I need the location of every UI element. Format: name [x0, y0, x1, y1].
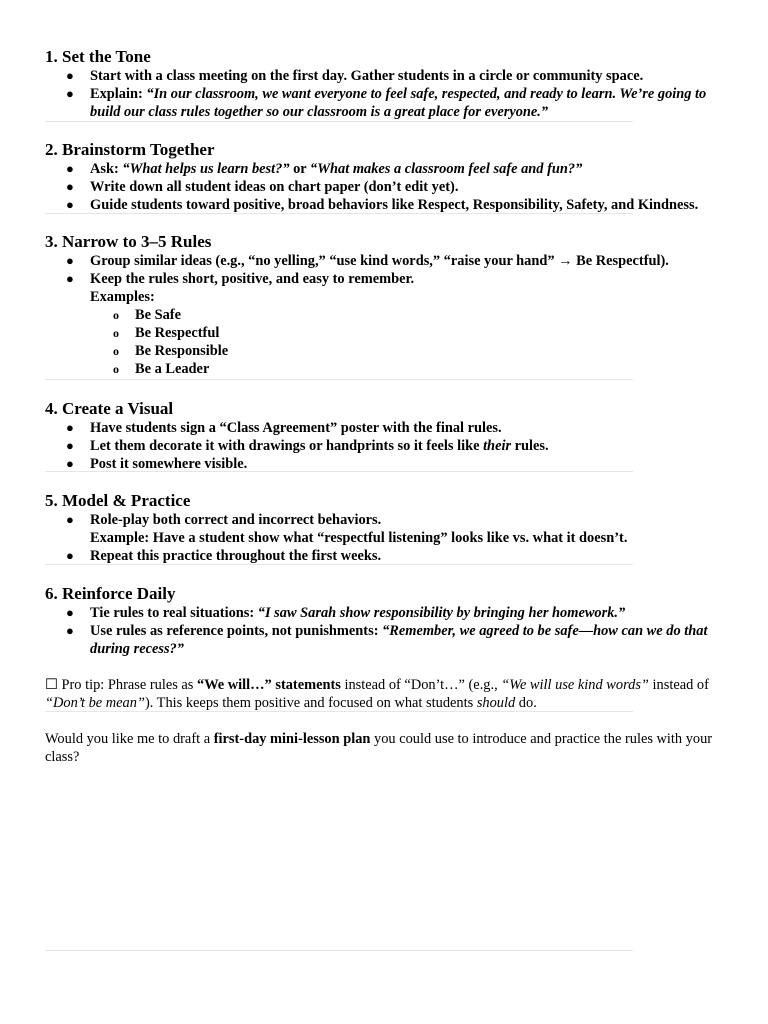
list-item [45, 178, 725, 196]
list-item [45, 160, 725, 178]
text: Repeat this practice throughout the first weeks. [90, 548, 382, 564]
text: or [289, 161, 311, 177]
italic-text: their [483, 438, 512, 454]
example-text: Be Responsible [135, 343, 229, 359]
text: you could use to introduce and practice the rules with your class? [45, 731, 713, 765]
pro-tip [45, 676, 725, 712]
list-item [45, 270, 725, 378]
text: Would you like me to draft a [45, 731, 214, 747]
bold-text: “We will…” statements [197, 677, 341, 693]
text: Post it somewhere visible. [90, 456, 248, 472]
text: on the first day. Gather students in a circle or community space. [247, 68, 644, 84]
bullet-list [45, 419, 725, 473]
pro-tip-text [45, 676, 725, 712]
circle-bullet-icon: o [113, 362, 119, 376]
bullet-list [45, 67, 725, 121]
circle-bullet-icon: o [113, 326, 119, 340]
bold-text: class meeting [166, 68, 248, 84]
italic-text: should [476, 695, 516, 711]
examples-list [90, 306, 725, 378]
list-item [45, 196, 725, 214]
text: Role-play both correct and incorrect behaviors. [90, 512, 382, 528]
text: Pro tip: Phrase rules as [57, 677, 197, 693]
text: instead of “Don’t…” (e.g., [340, 677, 502, 693]
section-set-the-tone [45, 47, 725, 121]
bullet-icon: ● [66, 68, 74, 83]
section-create-visual [45, 399, 725, 473]
text: Have students sign a “Class Agreement” poster with the final rules. [90, 420, 502, 436]
bullet-icon: ● [66, 253, 74, 268]
missing-glyph-icon: ☐ [45, 677, 58, 693]
bullet-list [45, 604, 725, 658]
example-item [90, 324, 725, 342]
bullet-list [45, 160, 725, 214]
bullet-icon: ● [66, 197, 74, 212]
list-item [45, 419, 725, 437]
list-item [45, 511, 725, 547]
bold-text: first-day mini-lesson plan [213, 731, 371, 747]
section-heading: 3. Narrow to 3–5 Rules [45, 232, 212, 251]
text: Write down all student ideas on chart paper (don’t edit yet). [90, 179, 459, 195]
closing-question [45, 730, 725, 766]
bullet-icon: ● [66, 605, 74, 620]
section-narrow-rules [45, 232, 725, 378]
section-model-practice [45, 491, 725, 565]
bullet-icon: ● [66, 179, 74, 194]
italic-text: “We will use kind words” [501, 677, 649, 693]
example-item [90, 360, 725, 378]
bullet-icon: ● [66, 86, 74, 101]
text: ). This keeps them positive and focused on what students [144, 695, 477, 711]
bullet-list [45, 511, 725, 565]
bullet-icon: ● [66, 456, 74, 471]
divider [45, 121, 633, 122]
bullet-icon: ● [66, 623, 74, 638]
text: Explain: [90, 86, 147, 102]
bold-text: Respect, Responsibility, Safety, and Kindness [417, 197, 695, 213]
quote-text: “I saw Sarah show responsibility by bringing her homework.” [257, 605, 626, 621]
list-item [45, 252, 725, 270]
bullet-icon: ● [66, 512, 74, 527]
italic-text: “Don’t be mean” [45, 695, 145, 711]
list-item [45, 437, 725, 455]
text: Use rules as reference points, not punishments: [90, 623, 383, 639]
bullet-icon: ● [66, 161, 74, 176]
closing-text [45, 730, 725, 766]
list-item [45, 547, 725, 565]
circle-bullet-icon: o [113, 308, 119, 322]
examples-label: Examples: [90, 289, 155, 305]
bullet-icon: ● [66, 271, 74, 286]
text: Tie rules to real situations: [90, 605, 258, 621]
list-item [45, 622, 725, 658]
quote-text: “What helps us learn best?” [122, 161, 290, 177]
text: Keep the rules short, positive, and easy to remember. [90, 271, 415, 287]
list-item [45, 604, 725, 622]
section-heading: 2. Brainstorm Together [45, 140, 215, 159]
text: Ask: [90, 161, 123, 177]
text: Guide students toward positive, broad behaviors like [90, 197, 418, 213]
text: instead of [648, 677, 709, 693]
divider [45, 379, 633, 380]
text: Group similar ideas (e.g., “no yelling,” “use kind words,” “raise your hand” [90, 253, 559, 269]
list-item [45, 85, 725, 121]
divider [45, 471, 633, 472]
divider [45, 711, 633, 712]
example-text: Be a Leader [135, 361, 210, 377]
section-heading: 4. Create a Visual [45, 399, 174, 418]
bullet-icon: ● [66, 548, 74, 563]
arrow-icon: → [558, 253, 573, 269]
divider [45, 213, 633, 214]
example-item [90, 342, 725, 360]
quote-text: “What makes a classroom feel safe and fun?” [310, 161, 583, 177]
text: rules. [511, 438, 549, 454]
section-heading: 1. Set the Tone [45, 47, 151, 66]
section-heading: 6. Reinforce Daily [45, 584, 176, 603]
list-item [45, 67, 725, 85]
bullet-icon: ● [66, 438, 74, 453]
section-heading: 5. Model & Practice [45, 491, 191, 510]
bullet-icon: ● [66, 420, 74, 435]
text: Let them decorate it with drawings or handprints so it feels like [90, 438, 484, 454]
bullet-list [45, 252, 725, 378]
section-brainstorm-together [45, 140, 725, 214]
divider [45, 950, 633, 951]
example-text: Be Safe [135, 307, 181, 323]
example-text: Be Respectful [135, 325, 220, 341]
text: do. [515, 695, 537, 711]
example-text: Example: Have a student show what “respectful listening” looks like vs. what it doesn’t. [90, 530, 628, 546]
quote-text: “In our classroom, we want everyone to feel safe, respected, and ready to learn. We’re going to build our class rules together so our classroom is a great place for everyone.” [90, 86, 707, 120]
quote-text: “Remember, we agreed to be safe—how can we do that during recess?” [90, 623, 708, 657]
text: Start with a [90, 68, 167, 84]
bold-text: Be Respectful [572, 253, 661, 269]
example-item [90, 306, 725, 324]
divider [45, 564, 633, 565]
text: . [694, 197, 699, 213]
text: ). [660, 253, 669, 269]
section-reinforce-daily [45, 584, 725, 658]
circle-bullet-icon: o [113, 344, 119, 358]
